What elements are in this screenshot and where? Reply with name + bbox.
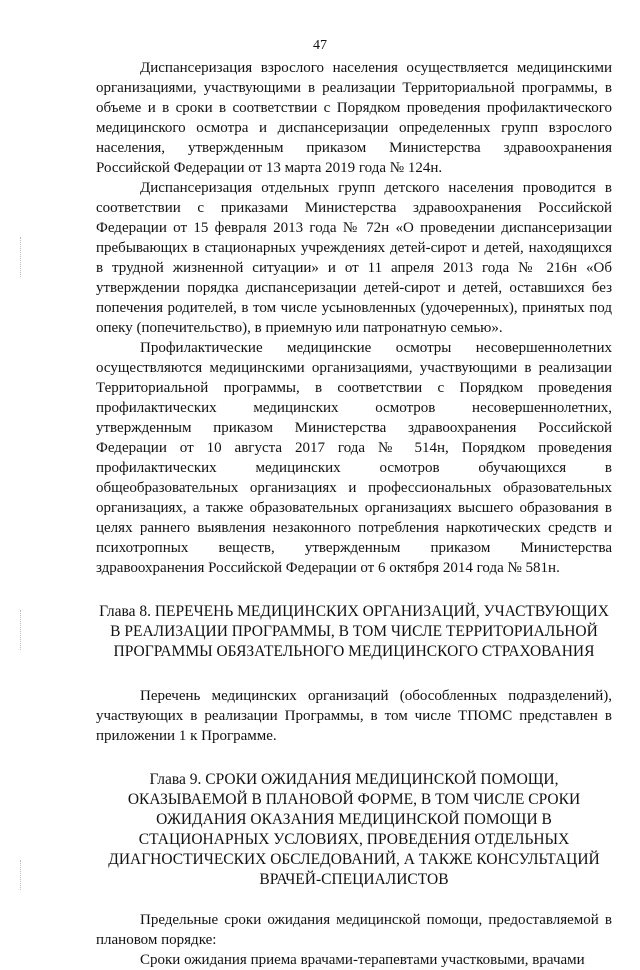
- paragraph-adult-screening: Диспансеризация взрослого населения осуществляется медицинскими организациями, участвующими в реализации Территориальной программы, в объеме и в сроки в соответствии с Порядком проведения профилактического медицинского осмотра и диспансеризации определенных групп взрослого населения, утвержденным приказом Министерства здравоохранения Российской Федерации от 13 марта 2019 года № 124н.: [96, 60, 612, 176]
- chapter-8-heading: Глава 8. ПЕРЕЧЕНЬ МЕДИЦИНСКИХ ОРГАНИЗАЦИЙ, УЧАСТВУЮЩИХ В РЕАЛИЗАЦИИ ПРОГРАММЫ, В ТОМ ЧИСЛЕ ТЕРРИТОРИАЛЬНОЙ ПРОГРАММЫ ОБЯЗАТЕЛЬНОГО МЕДИЦИНСКОГО СТРАХОВАНИЯ: [99, 603, 609, 660]
- document-body: [96, 58, 612, 970]
- margin-mark: [20, 860, 21, 890]
- margin-mark: [20, 610, 21, 650]
- paragraph-minors-checkups: Профилактические медицинские осмотры несовершеннолетних осуществляются медицинскими организациями, участвующими в реализации Территориальной программы, в соответствии с Порядком проведения профилактических медицинских осмотров несовершеннолетних, утвержденным приказом Министерства здравоохранения Российской Федерации от 10 августа 2017 года № 514н, Порядком проведения профилактических медицинских осмотров обучающихся в общеобразовательных организациях и профессиональных образовательных организациях, а также образовательных организациях высшего образования в целях раннего выявления незаконного потребления наркотических средств и психотропных веществ, утвержденным приказом Министерства здравоохранения Российской Федерации от 6 октября 2014 года № 581н.: [96, 340, 612, 576]
- chapter-9-heading: Глава 9. СРОКИ ОЖИДАНИЯ МЕДИЦИНСКОЙ ПОМОЩИ, ОКАЗЫВАЕМОЙ В ПЛАНОВОЙ ФОРМЕ, В ТОМ ЧИСЛЕ СРОКИ ОЖИДАНИЯ ОКАЗАНИЯ МЕДИЦИНСКОЙ ПОМОЩИ В СТАЦИОНАРНЫХ УСЛОВИЯХ, ПРОВЕДЕНИЯ ОТДЕЛЬНЫХ ДИАГНОСТИЧЕСКИХ ОБСЛЕДОВАНИЙ, А ТАКЖЕ КОНСУЛЬТАЦИЙ ВРАЧЕЙ-СПЕЦИАЛИСТОВ: [108, 771, 600, 888]
- chapter-9-paragraph-2: Сроки ожидания приема врачами-терапевтами участковыми, врачами: [140, 952, 585, 968]
- margin-mark: [20, 237, 21, 277]
- paragraph-child-screening: Диспансеризация отдельных групп детского населения проводится в соответствии с приказами Министерства здравоохранения Российской Федерации от 15 февраля 2013 года № 72н «О проведении диспансеризации пребывающих в стационарных учреждениях детей-сирот и детей, находящихся в трудной жизненной ситуации» и от 11 апреля 2013 года № 216н «Об утверждении порядка диспансеризации детей-сирот и детей, оставшихся без попечения родителей, в том числе усыновленных (удочеренных), принятых под опеку (попечительство), в приемную или патронатную семью».: [96, 180, 612, 336]
- chapter-9-paragraph-1: Предельные сроки ожидания медицинской помощи, предоставляемой в плановом порядке:: [96, 912, 612, 948]
- chapter-8-paragraph: Перечень медицинских организаций (обособленных подразделений), участвующих в реализации Программы, в том числе ТПОМС представлен в приложении 1 к Программе.: [96, 688, 612, 744]
- page-number: 47: [313, 38, 327, 53]
